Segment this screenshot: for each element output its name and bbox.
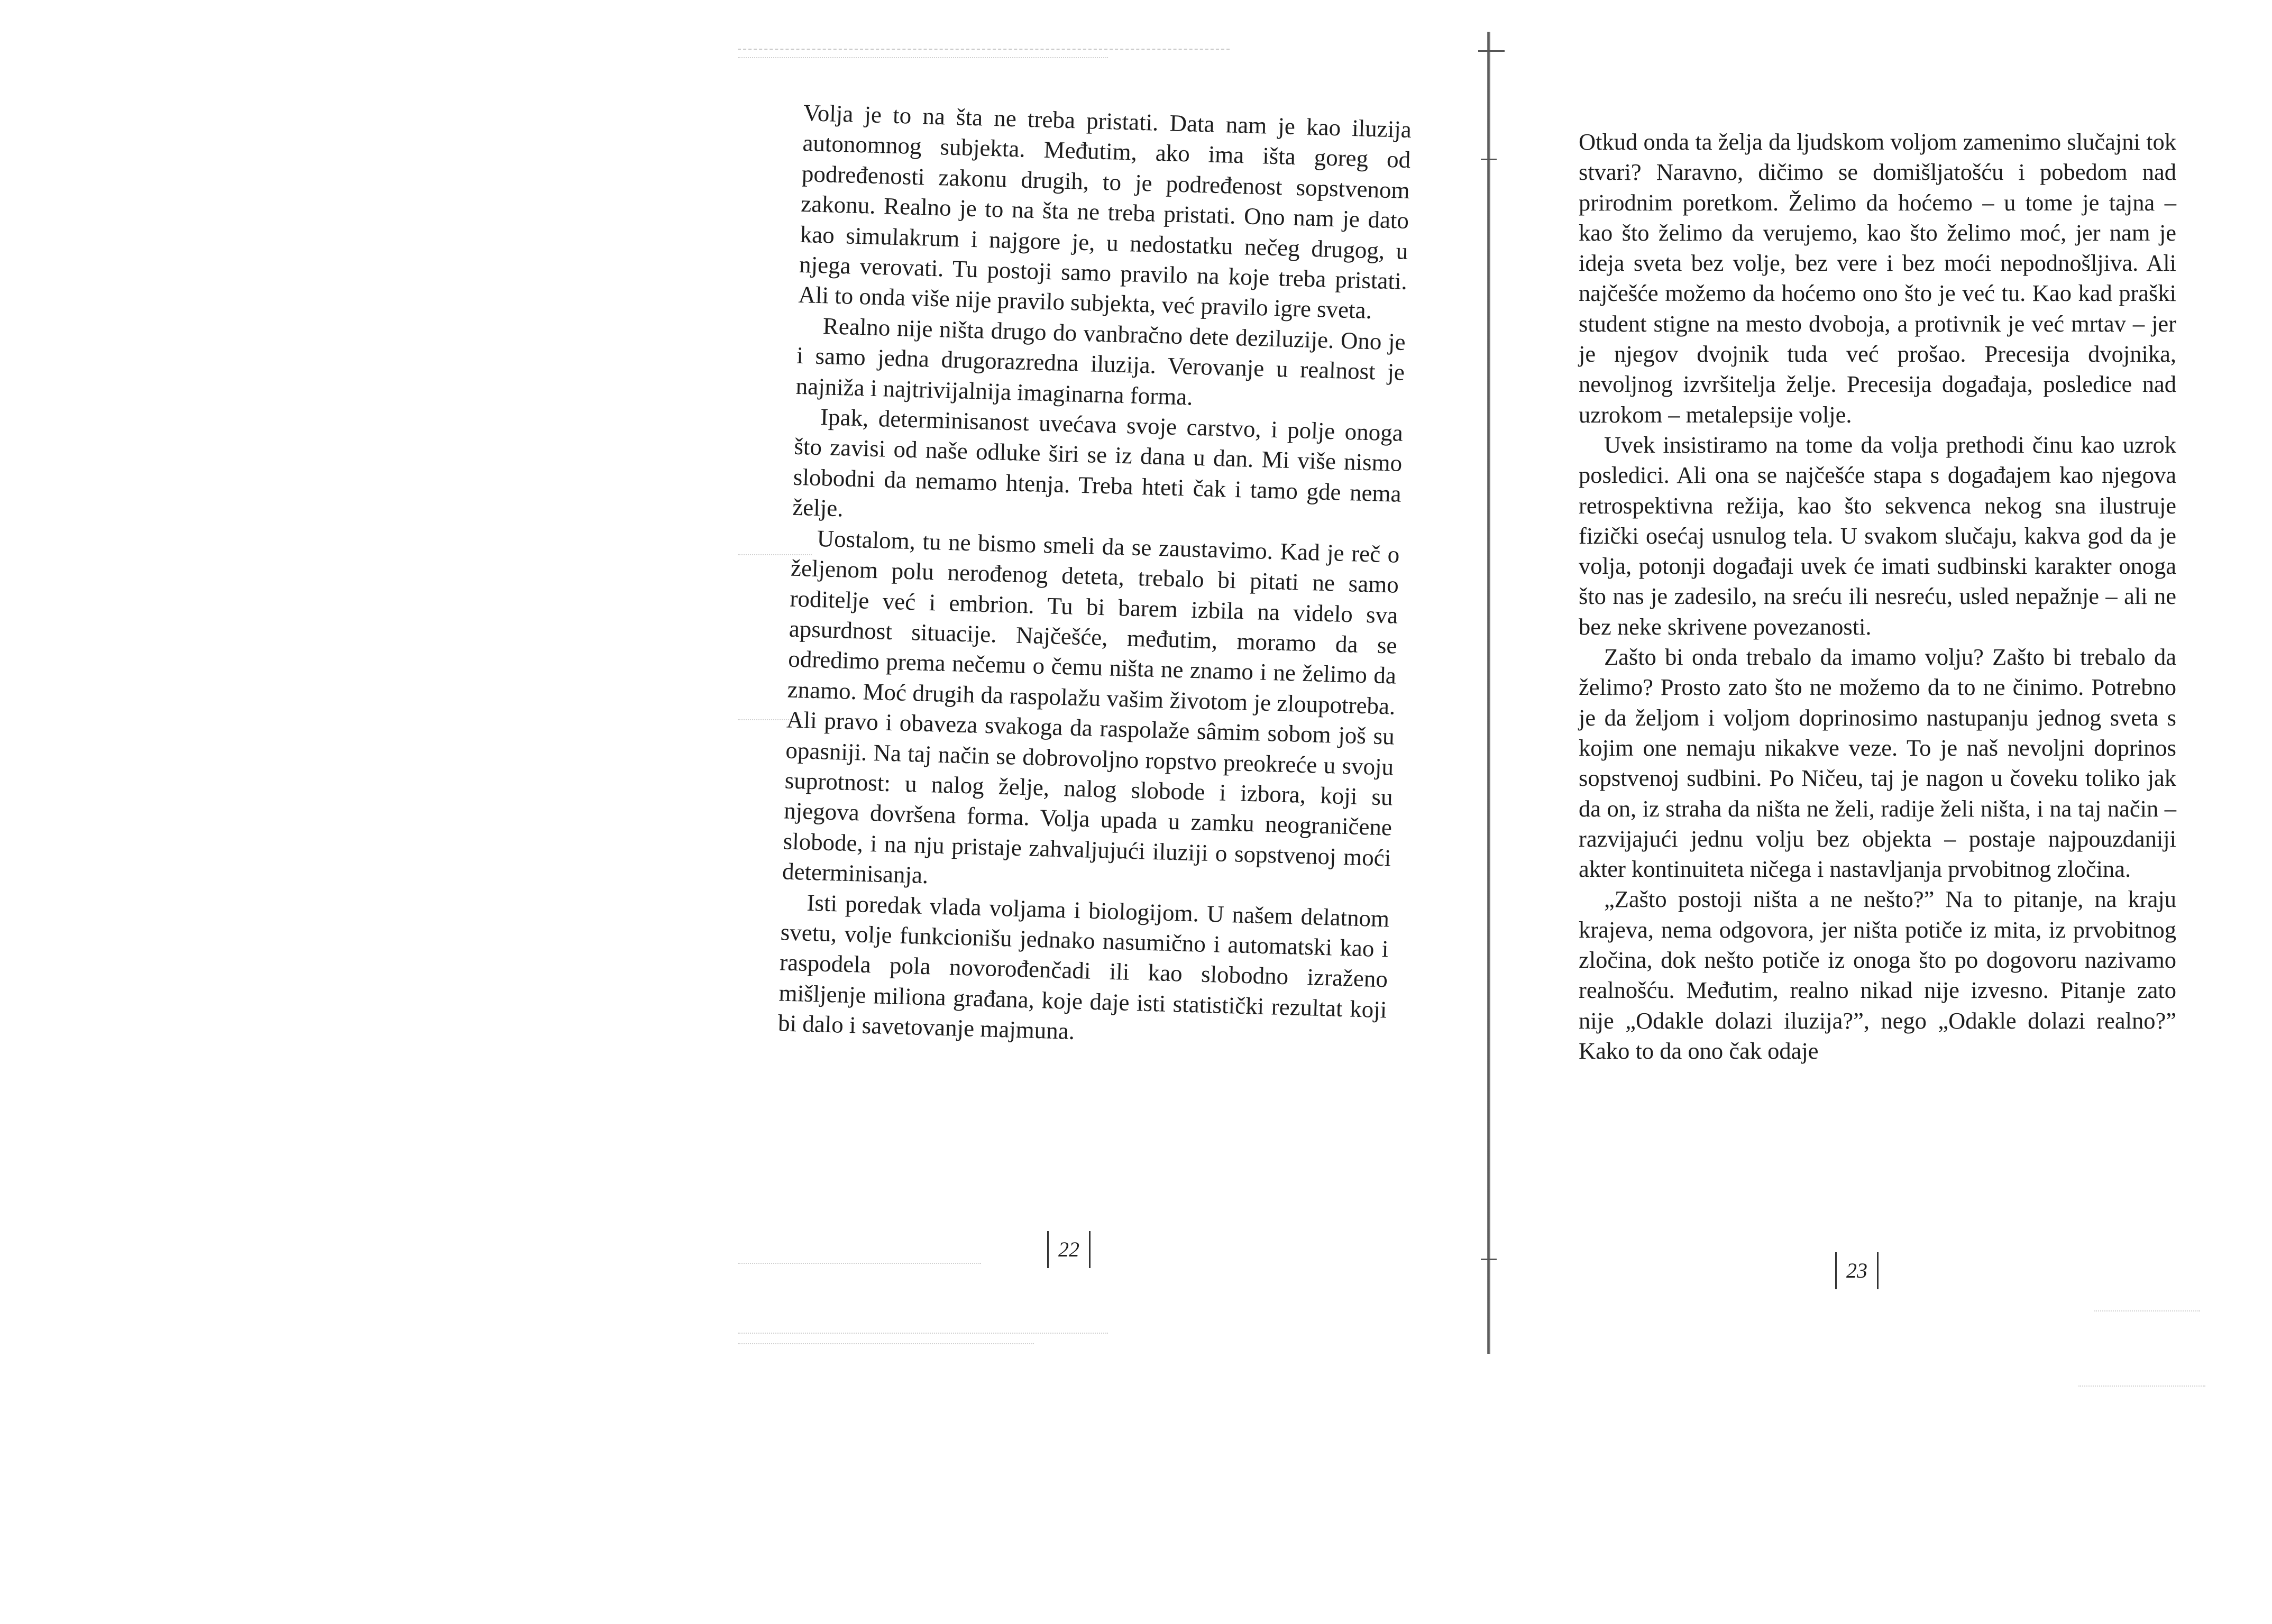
scan-artifact-line (2078, 1386, 2205, 1387)
gutter-mark (1478, 50, 1505, 52)
right-paragraph: „Zašto postoji ništa a ne nešto?” Na to pitanje, na kraju krajeva, nema odgovora, jer ništa potiče iz mita, iz prvobitnog zločina, dok nešto potiče iz onoga što po dogovoru nazivamo realnošću. Međutim, realno nikad nije izvesno. Pitanje zato nije „Odakle dolazi iluzija?”, nego „Odakle dolazi realno?” Kako to da ono čak odaje (1579, 886, 2176, 1064)
right-paragraph: Zašto bi onda trebalo da imamo volju? Zašto bi trebalo da želimo? Prosto zato što ne možemo da to ne činimo. Potrebno je da željom i voljom doprinosimo nastupanju jednog sveta s kojim one nemaju nikakve veze. To je naš nevoljni doprinos sopstvenoj sudbini. Po Ničeu, taj je nagon u čoveku toliko jak da on, iz straha da ništa ne želi, radije želi ništa, i na taj način – razvijajući jednu volju bez objekta – postaje najpouzdaniji akter kontinuiteta ničega i nastavljanja prvobitnog zločina. (1579, 644, 2176, 883)
page-number-left: 22 (1047, 1231, 1091, 1268)
left-paragraph: Realno nije ništa drugo do vanbračno dete deziluzije. Ono je i samo jedna drugorazredna iluzija. Verovanje u realnost je najniža i najtrivijalnija imaginarna forma. (795, 313, 1406, 410)
scan-artifact-line (738, 49, 1230, 50)
scan-artifact-line (738, 1263, 981, 1264)
left-paragraph: Uostalom, tu ne bismo smeli da se zaustavimo. Kad je reč o željenom polu nerođenog deteta, trebalo bi pitati ne samo roditelje već i embrion. Tu bi barem izbila na videlo sva apsurdnost situacije. Najčešće, međutim, moramo da se odredimo prema nečemu o čemu ništa ne znamo i ne želimo da znamo. Moć drugih da raspolažu vašim životom je zloupotreba. Ali pravo i obaveza svakoga da raspolaže sâmim sobom još su opasniji. Na taj način se dobrovoljno ropstvo preokreće u svoju suprotnost: u nalog želje, nalog slobode i izbora, koji su njegova dovršena forma. Volja upada u zamku neograničene slobode, i na nju pristaje zahvaljujući iluziji o sopstvenoj moći determinisanja. (782, 525, 1400, 889)
right-paragraph: Uvek insistiramo na tome da volja prethodi činu kao uzrok posledici. Ali ona se najčešće stapa s događajem kao njegova retrospektivna režija, kao što sekvenca nekog sna ilustruje fizički osećaj usnulog tela. U svakom slučaju, kakva god da je volja, potonji događaji uvek će imati sudbinski karakter onoga što nas je zadesilo, na sreću ili nesreću, usled nepažnje – ali ne bez neke skrivene povezanosti. (1579, 431, 2176, 640)
book-gutter (1487, 32, 1490, 1354)
gutter-mark (1481, 1259, 1497, 1260)
left-paragraph: Isti poredak vlada voljama i biologijom. U našem delatnom svetu, volje funkcionišu jednako nasumično i automatski kao i raspodela pola novorođenčadi ili kao slobodno izraženo mišljenje miliona građana, koje daje isti statistički rezultat koji bi dalo i savetovanje majmuna. (777, 889, 1390, 1045)
scan-artifact-line (738, 1333, 1108, 1334)
scan-artifact-line (2094, 1310, 2200, 1311)
left-paragraph: Volja je to na šta ne treba pristati. Data nam je kao iluzija autonomnog subjekta. Međutim, ako ima išta goreg od podređenosti zakonu drugih, to je podređenost sopstvenom zakonu. Realno je to na šta ne treba pristati. Ono nam je dato kao simulakrum i najgore je, u nedostatku nečeg drugog, u njega verovati. Tu postoji samo pravilo na koje treba pristati. Ali to onda više nije pravilo subjekta, već pravilo igre sveta. (798, 99, 1412, 324)
right-page (1579, 127, 2176, 1066)
page-number-right: 23 (1835, 1252, 1879, 1289)
left-page (777, 98, 1412, 1056)
scan-artifact-line (738, 57, 1108, 58)
gutter-mark (1481, 159, 1497, 160)
right-paragraph: Otkud onda ta želja da ljudskom voljom zamenimo slučajni tok stvari? Naravno, dičimo se domišljatošću i pobedom nad prirodnim poretkom. Želimo da hoćemo – u tome je tajna – kao što želimo da verujemo, kao što želimo moć, jer nam je ideja sveta bez volje, bez vere i bez moći nepodnošljiva. Ali najčešće možemo da hoćemo ono što je već tu. Kao kad praški student stigne na mesto dvoboja, a protivnik je već mrtav – jer je njegov dvojnik tuda već prošao. Precesija dvojnika, nevoljnog izvršitelja želje. Precesija događaja, posledice nad uzrokom – metalepsije volje. (1579, 129, 2176, 428)
left-paragraph: Ipak, determinisanost uvećava svoje carstvo, i polje onoga što zavisi od naše odluke širi se iz dana u dan. Mi više nismo slobodni da nemamo htenja. Treba hteti čak i tamo gde nema želje. (792, 403, 1404, 522)
scan-artifact-line (738, 1343, 1034, 1344)
